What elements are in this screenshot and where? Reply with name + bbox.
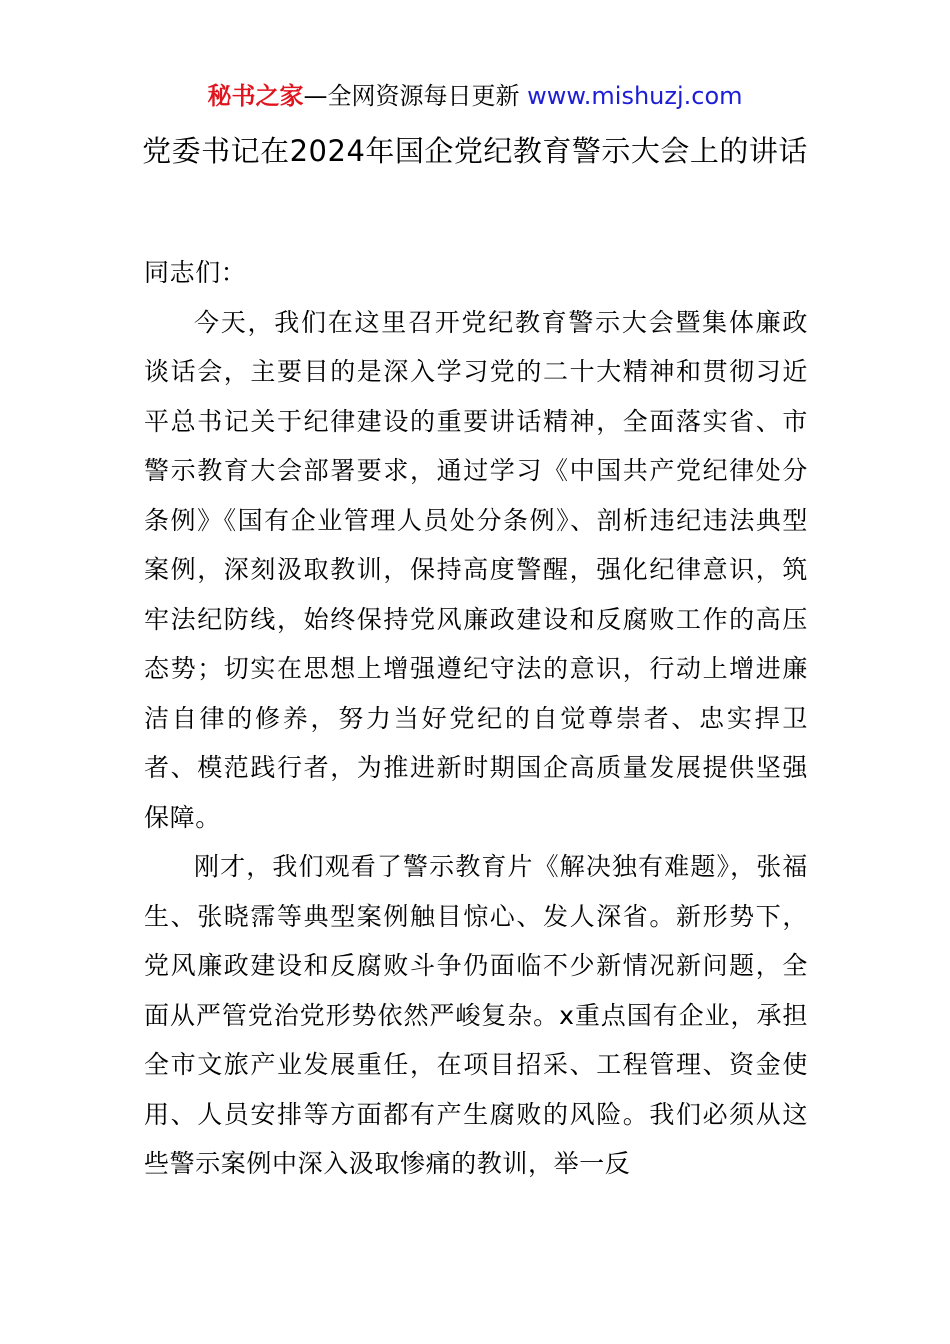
salutation: 同志们： <box>144 258 247 287</box>
document-title: 党委书记在2024年国企党纪教育警示大会上的讲话 <box>142 134 808 168</box>
document-body <box>144 248 808 1189</box>
site-header <box>0 80 950 112</box>
paragraph-1: 今天，我们在这里召开党纪教育警示大会暨集体廉政谈话会，主要目的是深入学习党的二十大精神和贯彻习近平总书记关于纪律建设的重要讲话精神，全面落实省、市警示教育大会部署要求，通过学习《中国共产党纪律处分条例》《国有企业管理人员处分条例》、剖析违纪违法典型案例，深刻汲取教训，保持高度警醒，强化纪律意识，筑牢法纪防线，始终保持党风廉政建设和反腐败工作的高压态势；切实在思想上增强遵纪守法的意识，行动上增进廉洁自律的修养，努力当好党纪的自觉尊崇者、忠实捍卫者、模范践行者，为推进新时期国企高质量发展提供坚强保障。 <box>144 307 808 832</box>
site-tagline: —全网资源每日更新 <box>303 82 528 110</box>
paragraph-2: 刚才，我们观看了警示教育片《解决独有难题》，张福生、张晓霈等典型案例触目惊心、发人深省。新形势下，党风廉政建设和反腐败斗争仍面临不少新情况新问题，全面从严管党治党形势依然严峻复杂。x重点国有企业，承担全市文旅产业发展重任，在项目招采、工程管理、资金使用、人员安排等方面都有产生腐败的风险。我们必须从这些警示案例中深入汲取惨痛的教训，举一反 <box>144 852 808 1178</box>
site-url-link[interactable]: www.mishuzj.com <box>527 82 743 110</box>
site-brand: 秘书之家 <box>207 82 304 110</box>
